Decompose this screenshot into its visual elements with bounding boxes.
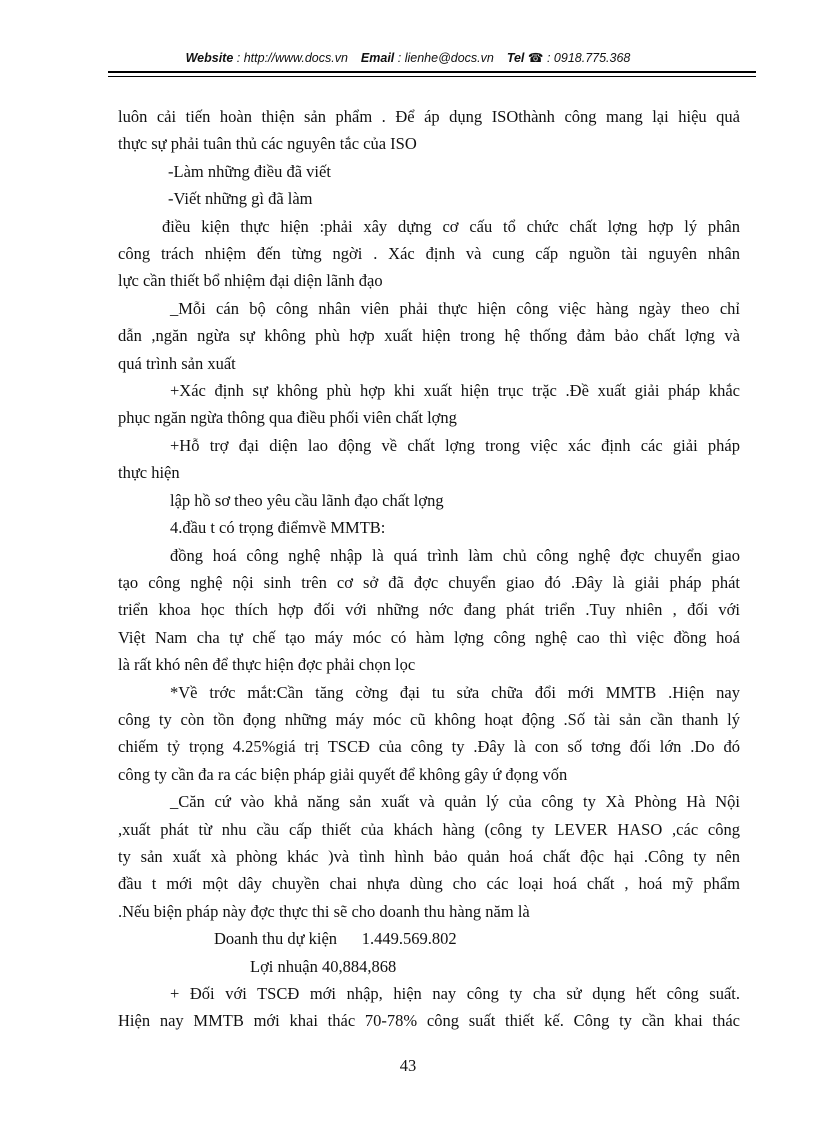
- text-line: tạo công nghệ nội sinh trên cơ sở đã đợc chuyển giao đó .Đây là giải pháp phát: [118, 572, 740, 592]
- text-line: triển khoa học thích hợp đối với những nớc đang phát triển .Tuy nhiên , đối với: [118, 600, 740, 620]
- email-label: Email: [360, 51, 395, 65]
- text-line: quá trình sản xuất: [118, 353, 236, 373]
- text-line: phục ngăn ngừa thông qua điều phối viên chất lợng: [118, 408, 457, 428]
- text-line: Lợi nhuận 40,884,868: [250, 956, 397, 976]
- text-line: _Mỗi cán bộ công nhân viên phải thực hiện công việc hàng ngày theo chỉ: [170, 298, 740, 318]
- page-number: 43: [399, 1056, 417, 1075]
- text-line: công ty còn tồn đọng những máy móc cũ không hoạt động .Số tài sản cần thanh lý: [118, 709, 740, 729]
- header-rule-thin: [108, 76, 756, 77]
- text-line: thực hiện: [118, 463, 180, 483]
- text-line: *Về trớc mắt:Cần tăng cờng đại tu sửa chữa đổi mới MMTB .Hiện nay: [170, 682, 740, 702]
- text-line: _Căn cứ vào khả năng sản xuất và quản lý của công ty Xà Phòng Hà Nội: [170, 792, 740, 812]
- text-line: ty sản xuất xà phòng khác )và tình hình bảo quản hoá chất độc hại .Công ty nên: [118, 846, 740, 866]
- text-line: .Nếu biện pháp này đợc thực thi sẽ cho doanh thu hàng năm là: [118, 901, 530, 921]
- header-rule-thick: [108, 71, 756, 73]
- text-line: là rất khó nên để thực hiện đợc phải chọn lọc: [118, 655, 416, 675]
- text-line: công trách nhiệm đến từng ngời . Xác định và cung cấp nguồn tài nguyên nhân: [118, 244, 740, 264]
- website-value: : http://www.docs.vn: [236, 51, 348, 65]
- document-body: [118, 103, 740, 1035]
- website-label: Website: [185, 51, 234, 65]
- text-line: Doanh thu dự kiện 1.449.569.802: [214, 929, 457, 949]
- text-line: luôn cải tiến hoàn thiện sản phẩm . Để áp dụng ISOthành công mang lại hiệu quả: [118, 107, 740, 126]
- text-line: thực sự phải tuân thủ các nguyên tắc của ISO: [118, 134, 417, 154]
- text-line: điều kiện thực hiện :phải xây dựng cơ cấu tổ chức chất lợng hợp lý phân: [162, 216, 740, 236]
- email-value: : lienhe@docs.vn: [397, 51, 494, 65]
- text-line: +Xác định sự không phù hợp khi xuất hiện trục trặc .Đề xuất giải pháp khắc: [170, 381, 740, 401]
- text-line: đầu t mới một dây chuyền chai nhựa dùng cho các loại hoá chất , hoá mỹ phẩm: [118, 874, 740, 894]
- text-line: Việt Nam cha tự chế tạo máy móc có hàm lợng công nghệ cao thì việc đồng hoá: [118, 627, 740, 647]
- page-header: [0, 50, 816, 65]
- text-line: công ty cần đa ra các biện pháp giải quyết để không gây ứ đọng vốn: [118, 764, 568, 784]
- text-line: -Làm những điều đã viết: [168, 161, 331, 181]
- tel-label: Tel: [506, 51, 525, 65]
- text-line: dẫn ,ngăn ngừa sự không phù hợp xuất hiện trong hệ thống đảm bảo chất lợng và: [118, 326, 740, 346]
- phone-icon: ☎: [527, 51, 544, 65]
- text-line: ,xuất phát từ nhu cầu cấp thiết của khách hàng (công ty LEVER HASO ,các công: [118, 819, 740, 839]
- text-line: Hiện nay MMTB mới khai thác 70-78% công suất thiết kế. Công ty cần khai thác: [118, 1011, 740, 1031]
- text-line: -Viết những gì đã làm: [168, 189, 313, 209]
- text-line: + Đối với TSCĐ mới nhập, hiện nay công ty cha sử dụng hết công suất.: [170, 984, 740, 1003]
- text-line: +Hỗ trợ đại diện lao động về chất lợng trong việc xác định các giải pháp: [170, 435, 740, 455]
- text-line: lực cần thiết bổ nhiệm đại diện lãnh đạo: [118, 271, 383, 291]
- text-line: lập hồ sơ theo yêu cầu lãnh đạo chất lợng: [170, 490, 444, 510]
- tel-value: : 0918.775.368: [546, 51, 631, 65]
- text-line: đồng hoá công nghệ nhập là quá trình làm chủ công nghệ đợc chuyển giao: [170, 545, 740, 565]
- text-line: 4.đầu t có trọng điểmvề MMTB:: [170, 518, 386, 538]
- text-line: chiếm tỷ trọng 4.25%giá trị TSCĐ của công ty .Đây là con số tơng đối lớn .Do đó: [118, 737, 740, 757]
